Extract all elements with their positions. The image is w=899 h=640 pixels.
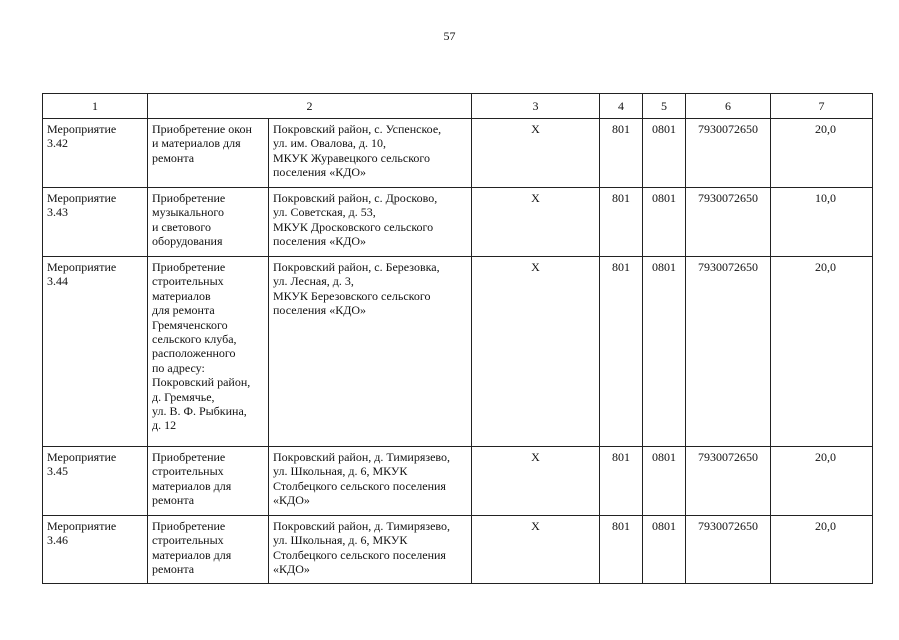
row-col4-cell: 801 (600, 188, 643, 257)
row-col7-cell: 20,0 (771, 119, 873, 188)
table-row (43, 188, 873, 257)
row-address-cell: Покровский район, с. Дросково, ул. Советская, д. 53, МКУК Дросковского сельского поселения «КДО» (269, 188, 472, 257)
row-col3-cell: X (472, 119, 600, 188)
row-name-cell: Приобретение окон и материалов для ремонта (148, 119, 269, 188)
row-address-cell: Покровский район, с. Березовка, ул. Лесная, д. 3, МКУК Березовского сельского поселения «КДО» (269, 257, 472, 447)
row-col6-cell: 7930072650 (686, 447, 771, 516)
row-name-cell: Приобретение строительных материалов для ремонта (148, 447, 269, 516)
row-col6-cell: 7930072650 (686, 516, 771, 584)
row-col6-cell: 7930072650 (686, 257, 771, 447)
table-row (43, 257, 873, 447)
row-col7-cell: 20,0 (771, 516, 873, 584)
row-address-cell: Покровский район, д. Тимирязево, ул. Школьная, д. 6, МКУК Столбецкого сельского поселения «КДО» (269, 447, 472, 516)
row-name-cell: Приобретение строительных материалов для ремонта (148, 516, 269, 584)
row-col4-cell: 801 (600, 516, 643, 584)
table-row (43, 447, 873, 516)
row-id-cell: Мероприятие 3.42 (43, 119, 148, 188)
header-col-5: 5 (643, 94, 686, 119)
row-col3-cell: X (472, 257, 600, 447)
row-col6-cell: 7930072650 (686, 188, 771, 257)
row-col5-cell: 0801 (643, 516, 686, 584)
row-col5-cell: 0801 (643, 119, 686, 188)
header-col-7: 7 (771, 94, 873, 119)
row-col5-cell: 0801 (643, 257, 686, 447)
document-table (42, 93, 873, 584)
row-name-cell: Приобретение строительных материалов для ремонта Гремяченского сельского клуба, расположенного по адресу: Покровский район, д. Гремячье, ул. В. Ф. Рыбкина, д. 12 (148, 257, 269, 447)
row-col4-cell: 801 (600, 447, 643, 516)
row-col7-cell: 20,0 (771, 447, 873, 516)
row-address-cell: Покровский район, д. Тимирязево, ул. Школьная, д. 6, МКУК Столбецкого сельского поселения «КДО» (269, 516, 472, 584)
row-col5-cell: 0801 (643, 447, 686, 516)
table-row (43, 119, 873, 188)
row-col3-cell: X (472, 188, 600, 257)
row-col5-cell: 0801 (643, 188, 686, 257)
header-row (43, 94, 873, 119)
header-col-4: 4 (600, 94, 643, 119)
row-col3-cell: X (472, 516, 600, 584)
header-col-1: 1 (43, 94, 148, 119)
header-col-2: 2 (148, 94, 472, 119)
table-row (43, 516, 873, 584)
row-col4-cell: 801 (600, 257, 643, 447)
row-col7-cell: 20,0 (771, 257, 873, 447)
row-name-cell: Приобретение музыкального и светового оборудования (148, 188, 269, 257)
row-col7-cell: 10,0 (771, 188, 873, 257)
header-col-3: 3 (472, 94, 600, 119)
row-col3-cell: X (472, 447, 600, 516)
row-col6-cell: 7930072650 (686, 119, 771, 188)
row-id-cell: Мероприятие 3.43 (43, 188, 148, 257)
row-id-cell: Мероприятие 3.46 (43, 516, 148, 584)
row-id-cell: Мероприятие 3.45 (43, 447, 148, 516)
row-address-cell: Покровский район, с. Успенское, ул. им. Овалова, д. 10, МКУК Журавецкого сельского поселения «КДО» (269, 119, 472, 188)
row-col4-cell: 801 (600, 119, 643, 188)
row-id-cell: Мероприятие 3.44 (43, 257, 148, 447)
page-number: 57 (443, 29, 456, 43)
header-col-6: 6 (686, 94, 771, 119)
